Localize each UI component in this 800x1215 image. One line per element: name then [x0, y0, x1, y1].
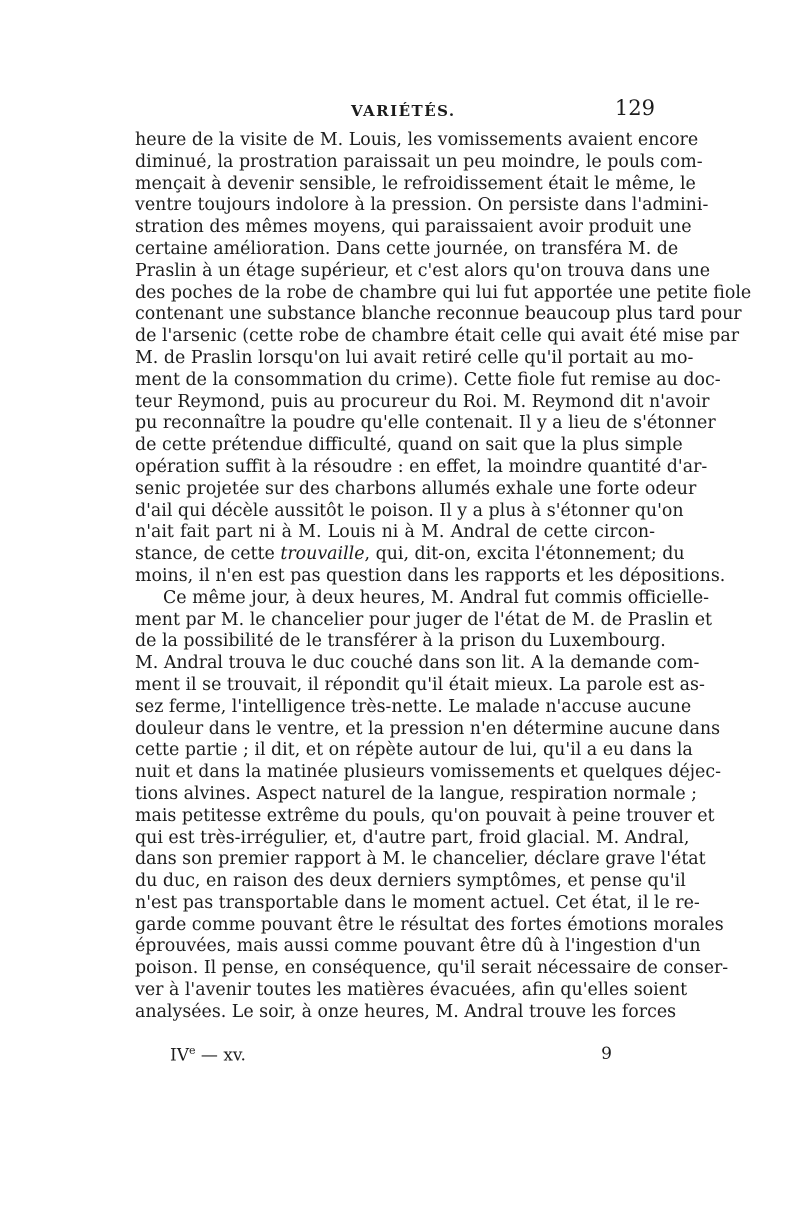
text-line: de l'arsenic (cette robe de chambre était celle qui avait été mise par [135, 326, 740, 347]
text-line: ver à l'avenir toutes les matières évacuées, afin qu'elles soient [135, 980, 688, 1001]
text-line: diminué, la prostration paraissait un peu moindre, le pouls com- [135, 151, 703, 172]
text-line: cette partie ; il dit, et on répète autour de lui, qu'il a eu dans la [135, 740, 693, 761]
text-line: Praslin à un étage supérieur, et c'est alors qu'on trouva dans une [135, 260, 711, 281]
signature-rest: — xv. [195, 1045, 246, 1066]
paragraph-2 [135, 587, 729, 1024]
text-line: de cette prétendue difficulté, quand on sait que la plus simple [135, 435, 683, 456]
text-line: senic projetée sur des charbons allumés exhale une forte odeur [135, 478, 697, 499]
signature-superscript: e [189, 1044, 196, 1057]
text-line: du duc, en raison des deux derniers symptômes, et pense qu'il [135, 871, 686, 892]
sheet-number: 9 [601, 1044, 612, 1064]
text-line: nuit et dans la matinée plusieurs vomissements et quelques déjec- [135, 762, 721, 783]
text-line: mençait à devenir sensible, le refroidissement était le même, le [135, 173, 696, 194]
text-line: de la possibilité de le transférer à la prison du Luxembourg. [135, 631, 666, 652]
text-line: ment de la consommation du crime). Cette fiole fut remise au doc- [135, 369, 721, 390]
running-head [135, 96, 655, 126]
text-line: opération suffit à la résoudre : en effet, la moindre quantité d'ar- [135, 456, 708, 477]
text-line: teur Reymond, puis au procureur du Roi. M. Reymond dit n'avoir [135, 391, 710, 412]
text-line: ment par M. le chancelier pour juger de l'état de M. de Praslin et [135, 609, 713, 630]
text-line: ment il se trouvait, il répondit qu'il était mieux. La parole est as- [135, 674, 705, 695]
text-line: mais petitesse extrême du pouls, qu'on pouvait à peine trouver et [135, 805, 715, 826]
text-line: contenant une substance blanche reconnue beaucoup plus tard pour [135, 304, 742, 325]
page-number: 129 [614, 96, 655, 120]
text-line: moins, il n'en est pas question dans les rapports et les dépositions. [135, 565, 726, 586]
text-line: M. Andral trouva le duc couché dans son lit. A la demande com- [135, 653, 700, 674]
text-line: garde comme pouvant être le résultat des fortes émotions morales [135, 914, 724, 935]
text-line: tions alvines. Aspect naturel de la langue, respiration normale ; [135, 783, 698, 804]
text-line: n'est pas transportable dans le moment actuel. Cet état, il le re- [135, 892, 700, 913]
text-line [135, 544, 685, 566]
text-line: dans son premier rapport à M. le chancelier, déclare grave l'état [135, 849, 706, 870]
italic-word: trouvaille [280, 544, 365, 565]
text-line: d'ail qui décèle aussitôt le poison. Il y a plus à s'étonner qu'on [135, 500, 684, 521]
text-line: n'ait fait part ni à M. Louis ni à M. Andral de cette circon- [135, 522, 655, 543]
text-line: pu reconnaître la poudre qu'elle contenait. Il y a lieu de s'étonner [135, 413, 716, 434]
text-line: sez ferme, l'intelligence très-nette. Le malade n'accuse aucune [135, 696, 692, 717]
text-line: certaine amélioration. Dans cette journée, on transféra M. de [135, 238, 679, 259]
text-line: analysées. Le soir, à onze heures, M. Andral trouve les forces [135, 1001, 677, 1022]
text-line: heure de la visite de M. Louis, les vomissements avaient encore [135, 130, 699, 150]
page-footer [170, 1044, 620, 1068]
text-line: M. de Praslin lorsqu'on lui avait retiré celle qu'il portait au mo- [135, 347, 694, 368]
text-line: Ce même jour, à deux heures, M. Andral fut commis officielle- [163, 587, 710, 608]
text-segment: , qui, dit-on, excita l'étonnement; du [364, 544, 685, 565]
signature-mark [170, 1044, 246, 1066]
text-line: ventre toujours indolore à la pression. On persiste dans l'admini- [135, 195, 709, 216]
text-line: des poches de la robe de chambre qui lui fut apportée une petite fiole [135, 282, 752, 303]
paragraph-1 [135, 130, 752, 588]
running-title: VARIÉTÉS. [351, 102, 456, 120]
text-line: poison. Il pense, en conséquence, qu'il serait nécessaire de conser- [135, 958, 729, 979]
signature-text: IV [170, 1045, 189, 1066]
text-line: qui est très-irrégulier, et, d'autre part, froid glacial. M. Andral, [135, 827, 690, 848]
body-text [135, 130, 752, 1024]
text-line: éprouvées, mais aussi comme pouvant être dû à l'ingestion d'un [135, 936, 701, 957]
text-line: douleur dans le ventre, et la pression n'en détermine aucune dans [135, 718, 721, 739]
text-line: stration des mêmes moyens, qui paraissaient avoir produit une [135, 217, 692, 238]
text-segment: stance, de cette [135, 544, 281, 565]
